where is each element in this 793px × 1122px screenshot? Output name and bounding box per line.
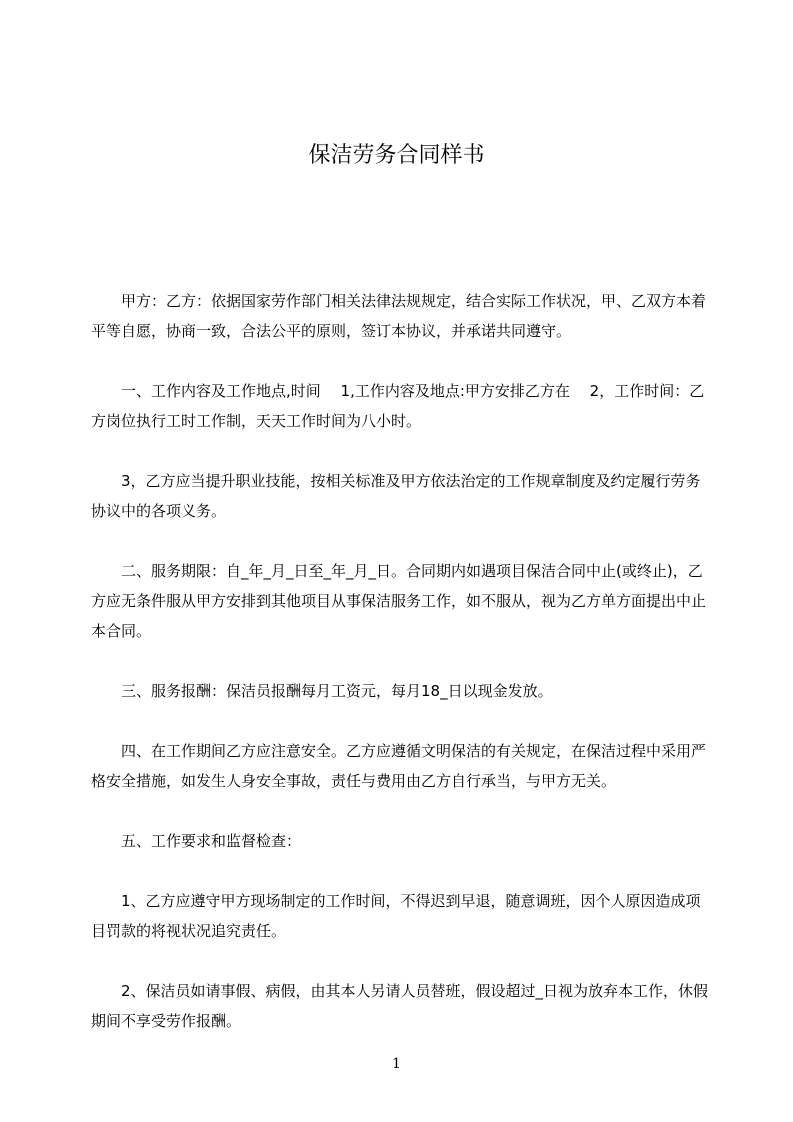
paragraph-leave: 2、保洁员如请事假、病假，由其本人另请人员替班，假设超过_日视为放弃本工作，休假期间不享受劳作报酬。 [91,982,709,1030]
document-body [91,286,711,1066]
page-number: 1 [392,1056,401,1072]
document-title: 保洁劳务合同样书 [308,143,485,168]
paragraph-remuneration: 三、服务报酬：保洁员报酬每月工资元，每月18_日以现金发放。 [121,682,553,700]
paragraph-parties: 甲方：乙方：依据国家劳作部门相关法律法规规定，结合实际工作状况，甲、乙双方本着平等自愿，协商一致，合法公平的原则，签订本协议，并承诺共同遵守。 [91,292,707,340]
paragraph-safety: 四、在工作期间乙方应注意安全。乙方应遵循文明保洁的有关规定，在保洁过程中采用严格安全措施，如发生人身安全事故，责任与费用由乙方自行承当，与甲方无关。 [91,742,707,790]
paragraph-work-content: 一、工作内容及工作地点,时间 1,工作内容及地点:甲方安排乙方在 2，工作时间：乙方岗位执行工时工作制，天天工作时间为八小时。 [91,382,705,430]
paragraph-work-hours: 1、乙方应遵守甲方现场制定的工作时间，不得迟到早退，随意调班，因个人原因造成项目罚款的将视状况追究责任。 [91,892,701,940]
paragraph-service-term: 二、服务期限：自_年_月_日至_年_月_日。合同期内如遇项目保洁合同中止(或终止)，乙方应无条件服从甲方安排到其他项目从事保洁服务工作，如不服从，视为乙方单方面提出中止本合同。 [91,562,707,640]
paragraph-skills: 3，乙方应当提升职业技能，按相关标准及甲方依法治定的工作规章制度及约定履行劳务协议中的各项义务。 [91,472,701,520]
paragraph-requirements-heading: 五、工作要求和监督检查： [121,832,302,850]
